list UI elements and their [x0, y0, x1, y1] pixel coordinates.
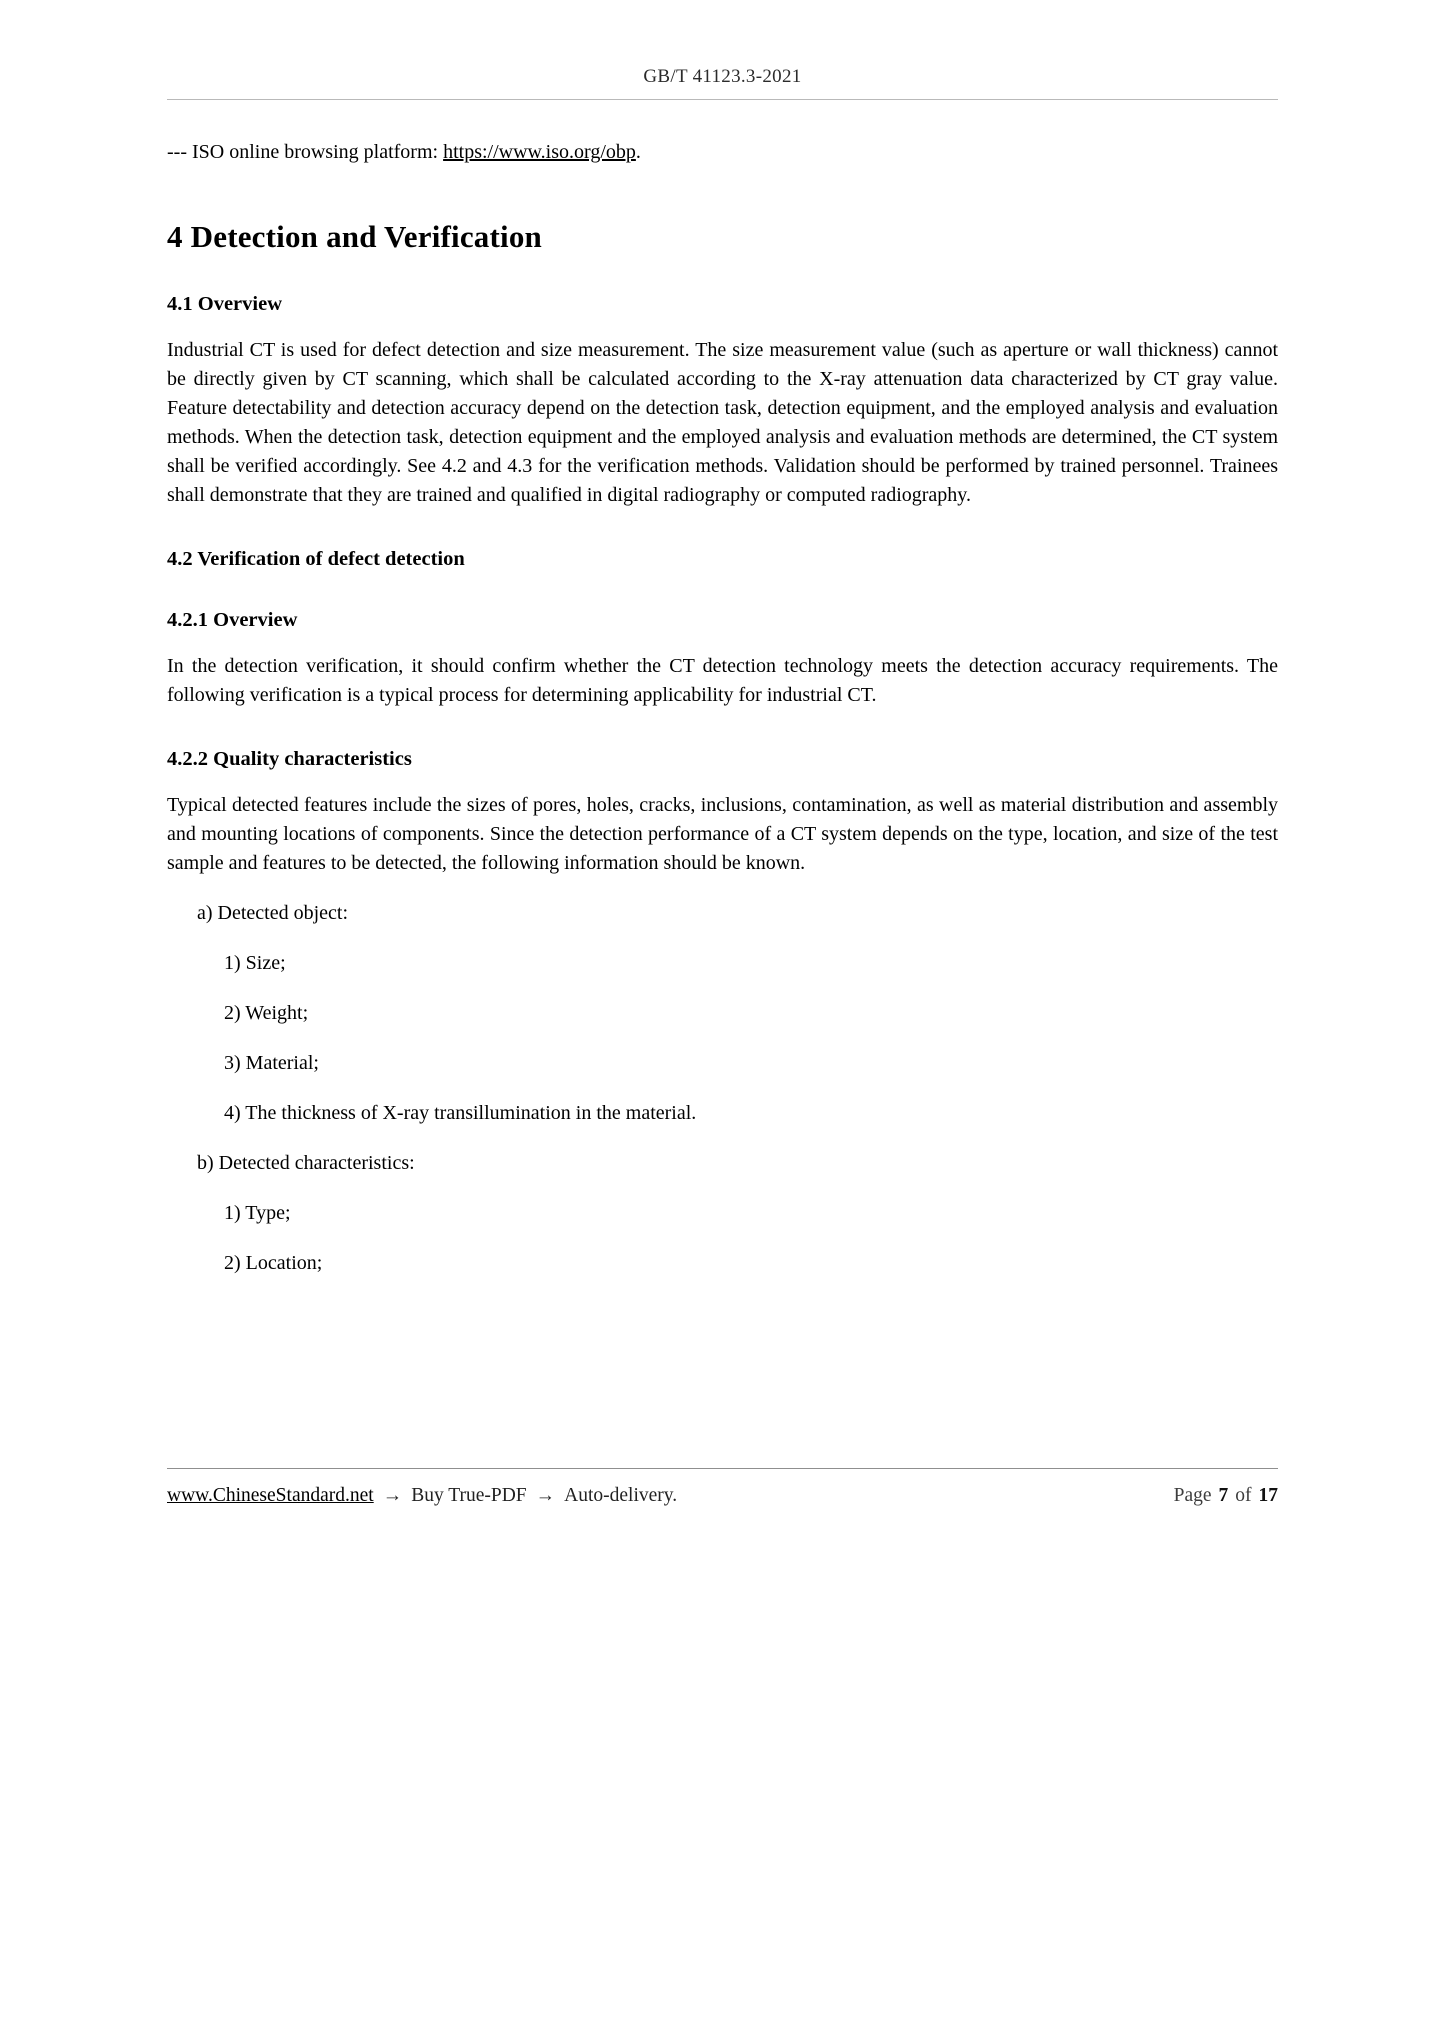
- section-4-1-title: 4.1 Overview: [167, 293, 282, 315]
- footer-delivery-text: Auto-delivery.: [564, 1485, 678, 1506]
- page-label: Page: [1173, 1485, 1212, 1506]
- arrow-right-icon: →: [535, 1485, 556, 1506]
- list-item-a1: 1) Size;: [224, 952, 286, 974]
- chapter-heading: 4 Detection and Verification: [167, 219, 542, 254]
- list-item-a4: 4) The thickness of X-ray transillumination in the material.: [224, 1102, 697, 1124]
- list-item-a3: 3) Material;: [224, 1052, 319, 1074]
- section-4-2-1-body: In the detection verification, it should confirm whether the CT detection technology meets the detection accuracy requirements. The following verification is a typical process for determining applicability for industrial CT.: [167, 655, 1278, 706]
- header-divider: [167, 99, 1278, 100]
- footer-site-link[interactable]: www.ChineseStandard.net: [167, 1485, 374, 1506]
- page-total: 17: [1258, 1485, 1278, 1506]
- list-item-a: a) Detected object:: [197, 902, 349, 924]
- list-item-b2: 2) Location;: [224, 1252, 323, 1274]
- section-4-1-body: Industrial CT is used for defect detection and size measurement. The size measurement value (such as aperture or wall thickness) cannot be directly given by CT scanning, which shall be calculated according to the X-ray attenuation data characterized by CT gray value. Feature detectability and detection accuracy depend on the detection task, detection equipment, and the employed analysis and evaluation methods. When the detection task, detection equipment and the employed analysis and evaluation methods are determined, the CT system shall be verified accordingly. See 4.2 and 4.3 for the verification methods. Validation should be performed by trained personnel. Trainees shall demonstrate that they are trained and qualified in digital radiography or computed radiography.: [167, 339, 1278, 506]
- iso-note-suffix: .: [635, 141, 641, 163]
- section-4-2-title: 4.2 Verification of defect detection: [167, 548, 465, 570]
- footer-buy-text: Buy True-PDF: [411, 1485, 527, 1506]
- document-footer: [167, 1468, 1278, 1507]
- list-item-b: b) Detected characteristics:: [197, 1152, 415, 1174]
- page-current: 7: [1218, 1485, 1229, 1506]
- page-indicator: [1174, 1485, 1278, 1507]
- document-content: [0, 141, 1445, 1278]
- iso-link[interactable]: https://www.iso.org/obp: [443, 141, 636, 163]
- section-4-2-1-title: 4.2.1 Overview: [167, 609, 298, 631]
- section-4-2-2-title: 4.2.2 Quality characteristics: [167, 748, 412, 770]
- section-4-2-2-body: Typical detected features include the sizes of pores, holes, cracks, inclusions, contamination, as well as material distribution and assembly and mounting locations of components. Since the detection performance of a CT system depends on the type, location, and size of the test sample and features to be detected, the following information should be known.: [167, 794, 1278, 874]
- footer-left: [167, 1485, 677, 1507]
- document-header: [0, 0, 1445, 100]
- doc-number: GB/T 41123.3-2021: [643, 66, 802, 87]
- arrow-right-icon: →: [382, 1485, 403, 1506]
- iso-note-prefix: --- ISO online browsing platform:: [167, 141, 444, 163]
- list-item-b1: 1) Type;: [224, 1202, 291, 1224]
- of-label: of: [1235, 1485, 1252, 1506]
- list-item-a2: 2) Weight;: [224, 1002, 309, 1024]
- iso-note: [167, 141, 1278, 164]
